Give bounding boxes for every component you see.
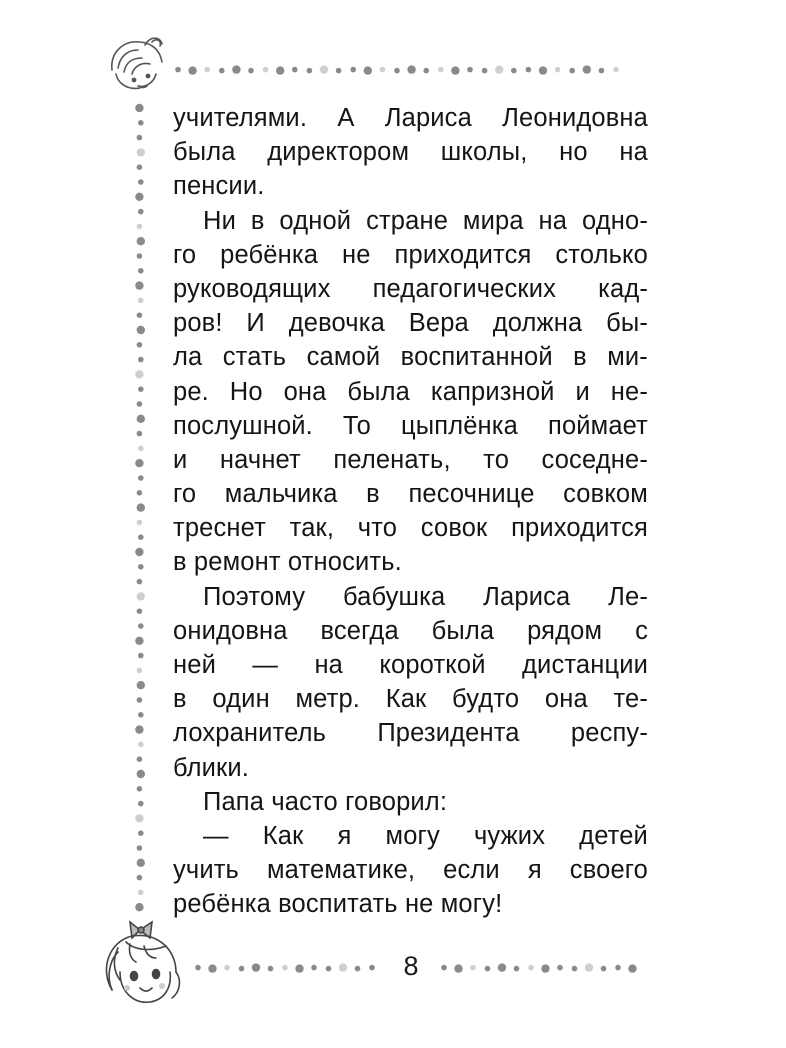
text-line [173, 511, 648, 545]
word: самой [306, 343, 381, 372]
border-dot [138, 475, 144, 481]
text-line [173, 545, 648, 579]
word: учителями. [173, 104, 308, 132]
border-dot [292, 67, 298, 73]
border-dot [135, 104, 143, 112]
border-dot [137, 786, 143, 792]
word: рядом [527, 616, 603, 645]
text-line [173, 204, 648, 238]
word: учить [173, 856, 239, 885]
border-dot [138, 357, 144, 363]
word: Лариса [384, 104, 472, 132]
text-line [173, 614, 648, 648]
word: приходится [511, 514, 648, 543]
word: директором [267, 138, 410, 167]
border-dot [138, 564, 144, 570]
word: бы- [606, 309, 648, 338]
border-dot [138, 446, 144, 452]
word: А [337, 104, 355, 132]
border-dot [138, 298, 144, 304]
word: мира [462, 206, 524, 235]
word: один [212, 685, 270, 714]
dotted-border-bottom-left [195, 963, 375, 972]
word: ре. [173, 377, 209, 406]
word: руководящих [173, 274, 331, 303]
border-dot [138, 801, 144, 807]
border-dot [320, 65, 328, 73]
text-line [173, 306, 648, 340]
border-dot [615, 965, 621, 971]
border-dot [511, 68, 517, 74]
border-dot [137, 579, 143, 585]
border-dot [135, 193, 143, 201]
border-dot [364, 66, 372, 74]
text-line [173, 648, 648, 682]
border-dot [137, 668, 143, 674]
word: то [483, 445, 510, 474]
border-dot [138, 742, 144, 748]
word: То [342, 411, 371, 440]
dotted-border-top [175, 65, 619, 74]
word: ней [173, 651, 216, 679]
border-dot [138, 712, 144, 718]
word: она [283, 377, 327, 406]
word: в [366, 480, 380, 509]
border-dot [569, 68, 575, 74]
border-dot [135, 725, 143, 733]
border-dot [135, 370, 143, 378]
border-dot [485, 966, 491, 972]
border-dot [208, 964, 216, 972]
word: Как [262, 821, 304, 850]
word: Лариса [483, 582, 571, 611]
border-dot [498, 963, 506, 971]
border-dot [470, 965, 476, 971]
word: Но [229, 377, 263, 406]
word: совок [420, 514, 488, 543]
word: го [173, 240, 197, 269]
border-dot [135, 459, 143, 467]
border-dot [137, 592, 145, 600]
border-dot [326, 966, 332, 972]
girl-head-top-icon [112, 38, 162, 88]
text-line [173, 409, 648, 443]
word: на [619, 138, 648, 167]
word: ребёнка [220, 240, 319, 269]
border-dot [137, 490, 143, 496]
border-dot [135, 814, 143, 822]
border-dot [137, 845, 143, 851]
border-dot [137, 503, 145, 511]
border-dot [137, 520, 143, 526]
border-dot [138, 386, 144, 392]
border-dot [137, 608, 143, 614]
text-line [173, 443, 648, 477]
word: в ремонт относить. [173, 548, 402, 577]
text-line [173, 477, 648, 511]
word: на [314, 651, 344, 679]
word: пенсии. [173, 172, 265, 201]
word: должна [492, 309, 583, 338]
border-dot [137, 326, 145, 334]
text-line [173, 785, 648, 819]
word: своего [569, 856, 648, 885]
border-dot [613, 67, 619, 73]
border-dot [514, 966, 520, 972]
word: бабушка [342, 582, 446, 611]
border-dot [311, 965, 317, 971]
border-dot [599, 68, 605, 74]
border-dot [451, 66, 459, 74]
border-dot [138, 120, 144, 126]
word: девочка [288, 309, 385, 338]
border-dot [137, 148, 145, 156]
word: дистанции [522, 651, 648, 679]
border-dot [336, 68, 342, 74]
border-dot [175, 67, 181, 73]
word: я [337, 821, 352, 850]
text-line [173, 238, 648, 272]
word: ми- [607, 343, 648, 372]
word: Ле- [608, 582, 648, 611]
border-dot [135, 637, 143, 645]
border-dot [137, 859, 145, 867]
border-dot [137, 401, 143, 407]
border-dot [339, 963, 347, 971]
word: она [544, 685, 588, 714]
word: короткой [379, 651, 486, 679]
word: Вера [408, 309, 469, 338]
word: чужих [473, 821, 546, 850]
word: была [173, 138, 236, 167]
word: — [203, 821, 229, 850]
border-dot [583, 65, 591, 73]
border-dot [137, 681, 145, 689]
border-dot [137, 770, 145, 778]
word: цыплёнка [401, 411, 518, 440]
border-dot [135, 548, 143, 556]
word: в [173, 685, 187, 714]
word: начнет [219, 445, 301, 474]
border-dot [601, 966, 607, 972]
border-dot [541, 964, 549, 972]
border-dot [138, 534, 144, 540]
word: приходится [394, 240, 532, 269]
word: всегда [320, 616, 399, 645]
word: с [635, 616, 648, 645]
border-dot [138, 179, 144, 185]
border-dot [276, 66, 284, 74]
border-dot [135, 903, 143, 911]
border-dot [137, 756, 143, 762]
border-dot [380, 67, 386, 73]
word: не- [610, 377, 648, 406]
border-dot [137, 312, 143, 318]
border-dot [555, 67, 561, 73]
word: могу [385, 821, 440, 850]
border-dot [467, 67, 473, 73]
border-dot [188, 66, 196, 74]
word: одно- [581, 206, 648, 235]
border-dot [482, 68, 488, 74]
word: одной [279, 206, 352, 235]
text-line [173, 101, 648, 135]
text-line [173, 682, 648, 716]
word: будто [452, 685, 520, 714]
body-text [173, 101, 648, 922]
border-dot [350, 67, 356, 73]
border-dot [423, 68, 429, 74]
border-dot [263, 67, 269, 73]
word: была [347, 377, 410, 406]
word: и [575, 377, 590, 406]
word: стране [366, 206, 449, 235]
border-dot [369, 965, 375, 971]
border-dot [137, 164, 143, 170]
word: ла [173, 343, 203, 372]
border-dot [295, 964, 303, 972]
border-dot [137, 342, 143, 348]
word: что [357, 514, 398, 543]
border-dot [137, 237, 145, 245]
border-dot [528, 965, 534, 971]
border-dot [248, 68, 254, 74]
text-line [173, 887, 648, 921]
word: респу- [570, 719, 648, 748]
word: песочнице [408, 480, 535, 509]
word: го [173, 480, 197, 509]
border-dot [438, 67, 444, 73]
border-dot [495, 65, 503, 73]
border-dot [137, 224, 143, 230]
text-line [173, 751, 648, 785]
word: если [443, 856, 500, 885]
word: ров! [173, 309, 223, 338]
border-dot [394, 68, 400, 74]
border-dot [454, 964, 462, 972]
border-dot [219, 68, 225, 74]
word: мальчика [224, 480, 338, 509]
border-dot [585, 963, 593, 971]
border-dot [232, 65, 240, 73]
text-line [173, 580, 648, 614]
dotted-border-bottom-right [441, 963, 637, 972]
word: послушной. [173, 411, 313, 440]
word: воспитанной [400, 343, 553, 372]
word: была [431, 616, 495, 645]
girl-face-bottom-icon [106, 922, 179, 1002]
word: так, [289, 514, 335, 543]
border-dot [137, 253, 143, 259]
border-dot [355, 966, 361, 972]
word: Ни [203, 206, 236, 235]
border-dot [539, 66, 547, 74]
border-dot [135, 281, 143, 289]
border-dot [204, 67, 210, 73]
border-dot [557, 965, 563, 971]
text-line [173, 716, 648, 750]
word: Поэтому [203, 582, 306, 611]
text-line [173, 272, 648, 306]
border-dot [137, 431, 143, 437]
border-dot [407, 65, 415, 73]
word: столько [555, 240, 648, 269]
word: треснет [173, 514, 266, 543]
word: кад- [598, 274, 648, 303]
text-line [173, 135, 648, 169]
border-dot [224, 965, 230, 971]
dotted-border-left [135, 104, 145, 912]
text-line [173, 340, 648, 374]
border-dot [138, 209, 144, 215]
word: совком [563, 480, 648, 509]
word: пеленать, [333, 445, 451, 474]
border-dot [526, 67, 532, 73]
word: ребёнка воспитать не могу! [173, 890, 503, 919]
word: в [250, 206, 265, 235]
border-dot [137, 135, 143, 141]
word: но [559, 138, 588, 167]
word: и [173, 445, 188, 474]
word: Как [385, 685, 427, 714]
word: — [252, 651, 279, 679]
border-dot [138, 268, 144, 274]
word: школы, [440, 138, 528, 167]
word: педагогических [372, 274, 557, 303]
border-dot [138, 830, 144, 836]
word: соседне- [541, 445, 648, 474]
border-dot [137, 697, 143, 703]
border-dot [239, 966, 245, 972]
word: те- [613, 685, 648, 714]
border-dot [138, 653, 144, 659]
border-dot [282, 965, 288, 971]
text-line [173, 853, 648, 887]
word: математике, [267, 856, 416, 885]
border-dot [138, 623, 144, 629]
word: лохранитель [173, 719, 327, 748]
border-dot [137, 415, 145, 423]
word: онидовна [173, 616, 288, 645]
word: Леонидовна [502, 104, 648, 132]
border-dot [307, 68, 313, 74]
text-line [173, 819, 648, 853]
word: Президента [377, 719, 520, 748]
word: стать [222, 343, 287, 372]
word: капризной [430, 377, 555, 406]
word: И [246, 309, 265, 338]
border-dot [572, 966, 578, 972]
word: поймает [547, 411, 648, 440]
border-dot [252, 963, 260, 971]
word: Папа часто говорил: [203, 787, 448, 816]
border-dot [628, 964, 636, 972]
border-dot [138, 890, 144, 896]
word: детей [579, 821, 648, 850]
text-line [173, 169, 648, 203]
word: я [527, 856, 542, 885]
word: блики. [173, 753, 249, 782]
page-number: 8 [403, 951, 419, 981]
border-dot [441, 965, 447, 971]
text-line [173, 375, 648, 409]
word: метр. [295, 685, 361, 714]
border-dot [268, 966, 274, 972]
border-dot [195, 965, 201, 971]
word: в [573, 343, 587, 372]
border-dot [137, 875, 143, 881]
word: не [342, 240, 371, 269]
word: на [538, 206, 568, 235]
